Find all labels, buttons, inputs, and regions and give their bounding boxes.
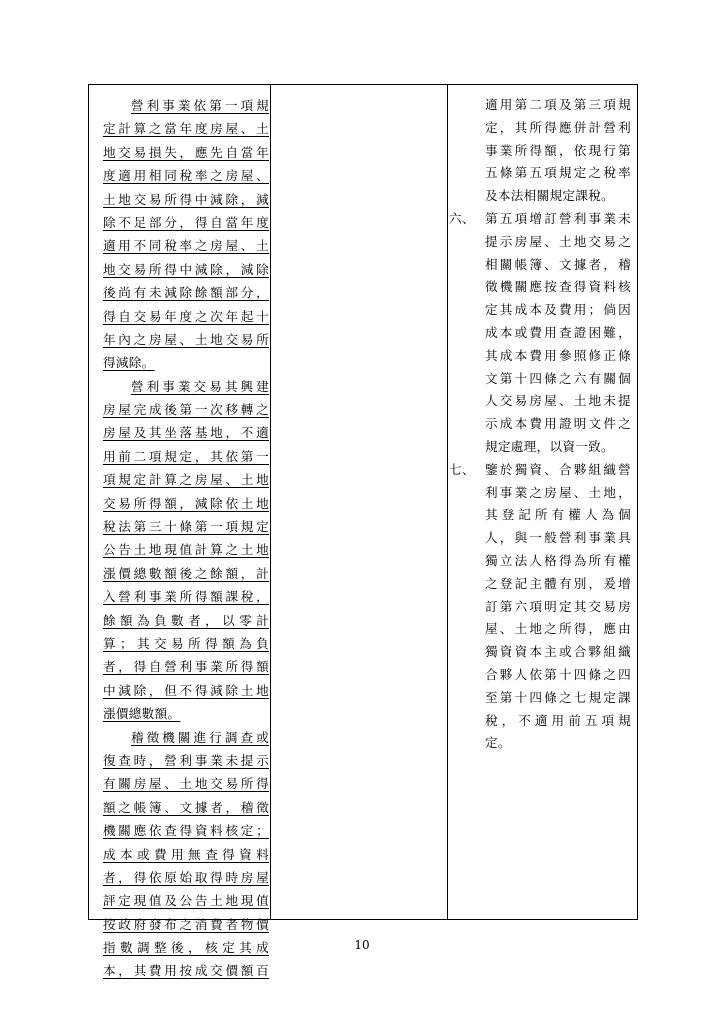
- explanation-item-six: [449, 208, 635, 231]
- text-line: 除不足部分，得自當年度: [103, 214, 269, 230]
- text-line: 項規定計算之房屋、土地: [103, 472, 269, 488]
- text-line: 入營利事業所得額課稅，: [103, 589, 269, 605]
- explanation-line: 屋、土地之所得，應由: [485, 621, 631, 637]
- text-line: 額之帳簿、文據者，稽徵: [103, 799, 269, 815]
- explanation-line: 其成本費用參照修正條: [485, 347, 631, 363]
- item-number: 六、: [449, 210, 475, 226]
- text-line: 公告土地現值計算之土地: [103, 542, 269, 558]
- explanation-item-seven: [449, 459, 635, 482]
- explanation-line: 至第十四條之七規定課: [485, 689, 631, 705]
- text-line: 適用不同稅率之房屋、土: [103, 238, 269, 254]
- text-line: 房屋及其坐落基地，不適: [103, 425, 269, 441]
- text-line: 本，其費用按成交價額百: [103, 963, 269, 979]
- explanation-line: 徵機關應按查得資料核: [485, 279, 631, 295]
- text-line: 營利事業交易其興建: [131, 378, 269, 394]
- explanation-column: [449, 85, 635, 919]
- text-line: 者，得依原始取得時房屋: [103, 869, 269, 885]
- explanation-line: 成本或費用查證困難，: [485, 324, 631, 340]
- explanation-line: 文第十四條之六有關個: [485, 370, 631, 386]
- explanation-line: 之登記主體有別，爰增: [485, 575, 631, 591]
- explanation-line: 鑒於獨資、合夥組織營: [485, 461, 631, 477]
- text-line: 機關應依查得資料核定；: [103, 823, 269, 839]
- text-line: 評定現值及公告土地現值: [103, 893, 269, 909]
- explanation-line: 人交易房屋、土地未提: [485, 393, 631, 409]
- explanation-line: 五條第五項規定之稅率: [485, 165, 631, 181]
- explanation-line: 獨立法人格得為所有權: [485, 552, 631, 568]
- explanation-line: 及本法相關規定課稅。: [485, 188, 614, 204]
- explanation-line: 合夥人依第十四條之四: [485, 666, 631, 682]
- explanation-line: 稅，不適用前五項規: [485, 712, 631, 728]
- explanation-line: 適用第二項及第三項規: [485, 97, 631, 112]
- explanation-line: 定，其所得應併計營利: [485, 119, 631, 135]
- explanation-line: 示成本費用證明文件之: [485, 416, 631, 432]
- text-line: 得自交易年度之次年起十: [103, 308, 269, 324]
- column-divider-left: [270, 85, 271, 919]
- explanation-line: 提示房屋、土地交易之: [485, 233, 631, 249]
- text-line: 地交易損失，應先自當年: [103, 144, 269, 160]
- text-line: 交易所得額，減除依土地: [103, 495, 269, 511]
- text-line: 按政府發布之消費者物價: [103, 916, 269, 932]
- text-line: 漲價總數額後之餘額，計: [103, 565, 269, 581]
- explanation-line: 相關帳簿、文據者，稽: [485, 256, 631, 272]
- text-line: 指數調整後，核定其成: [103, 940, 269, 956]
- text-line: 後尚有未減除餘額部分，: [103, 285, 269, 301]
- item-number: 七、: [449, 461, 475, 477]
- text-line: 度適用相同稅率之房屋、: [103, 168, 269, 184]
- explanation-line: 規定處理，以資一致。: [485, 438, 614, 454]
- explanation-line: 人，與一般營利事業具: [485, 530, 631, 546]
- text-line: 復查時，營利事業未提示: [103, 752, 269, 768]
- explanation-line: 定其成本及費用；倘因: [485, 302, 631, 318]
- text-line: 得減除。: [103, 355, 155, 371]
- text-line: 土地交易所得中減除，減: [103, 191, 269, 207]
- amended-text-column: [103, 85, 269, 979]
- explanation-line: 事業所得額，依現行第: [485, 142, 631, 158]
- page-number: 10: [354, 938, 370, 952]
- explanation-line: 其登記所有權人為個: [485, 507, 631, 523]
- text-line: 定計算之當年度房屋、土: [103, 121, 269, 137]
- text-line: 有關房屋、土地交易所得: [103, 776, 269, 792]
- text-line: 稅法第三十條第一項規定: [103, 519, 269, 535]
- text-line: 地交易所得中減除，減除: [103, 261, 269, 277]
- explanation-line: 訂第六項明定其交易房: [485, 598, 631, 614]
- explanation-line: 獨資資本主或合夥組織: [485, 644, 631, 660]
- column-divider-right: [447, 85, 448, 919]
- explanation-line: 利事業之房屋、土地，: [485, 484, 631, 500]
- text-line: 年內之房屋、土地交易所: [103, 331, 269, 347]
- text-line: 稽徵機關進行調查或: [131, 729, 269, 745]
- text-line: 營利事業依第一項規: [131, 98, 269, 113]
- explanation-line: 定。: [485, 735, 511, 751]
- text-line: 中減除，但不得減除土地: [103, 682, 269, 698]
- text-line: 者，得自營利事業所得額: [103, 659, 269, 675]
- current-text-column: [272, 85, 446, 919]
- text-line: 算；其交易所得額為負: [103, 635, 269, 651]
- text-line: 餘額為負數者，以零計: [103, 612, 269, 628]
- text-line: 房屋完成後第一次移轉之: [103, 402, 269, 418]
- text-line: 成本或費用無查得資料: [103, 846, 269, 862]
- explanation-line: 第五項增訂營利事業未: [485, 210, 631, 226]
- text-line: 用前二項規定，其依第一: [103, 448, 269, 464]
- text-line: 漲價總數額。: [103, 706, 181, 722]
